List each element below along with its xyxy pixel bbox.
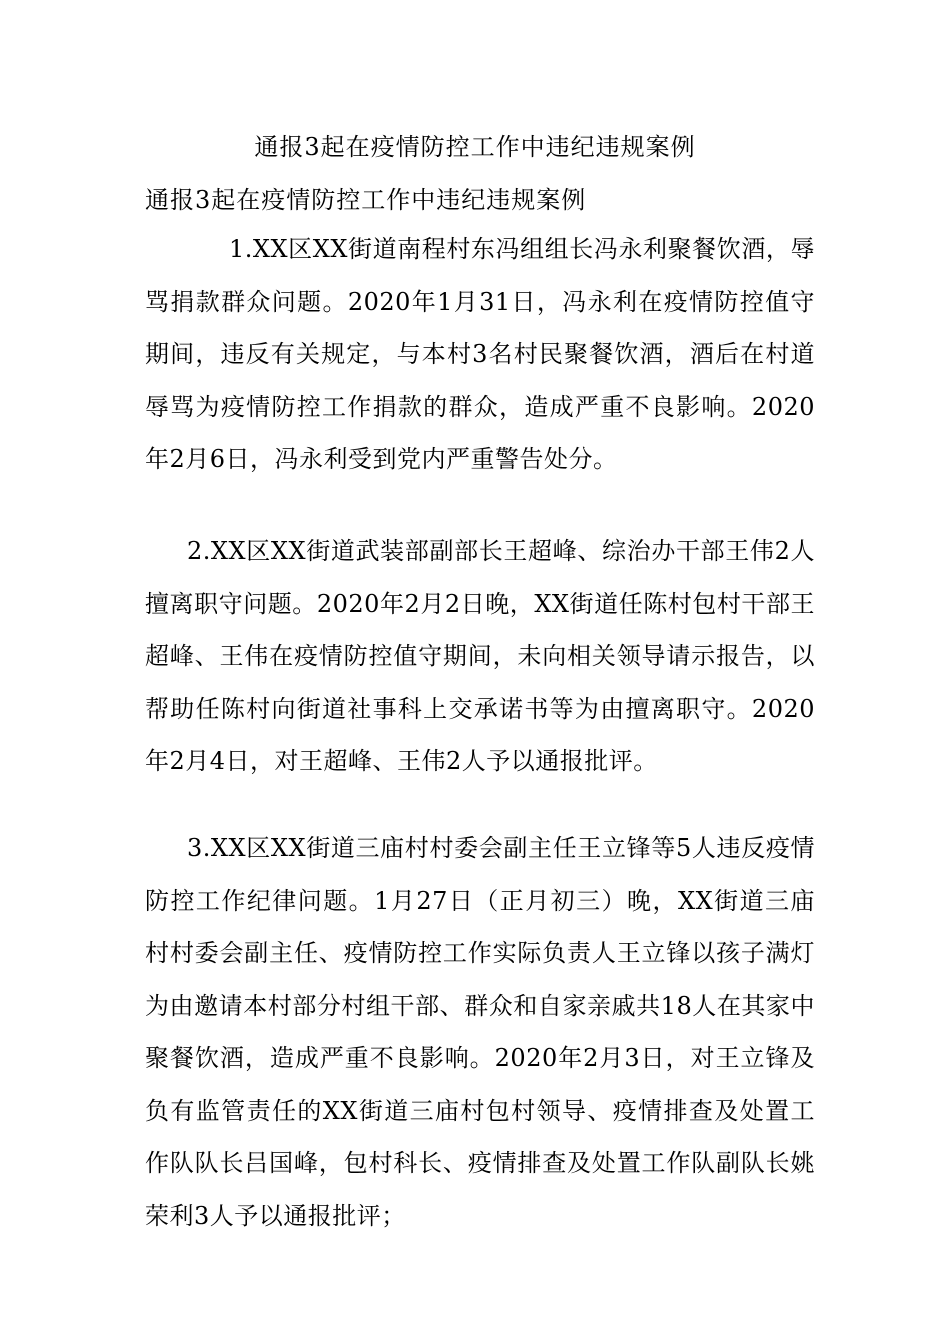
document-subtitle: 通报3起在疫情防控工作中违纪违规案例 — [145, 186, 587, 214]
document-title: 通报3起在疫情防控工作中违纪违规案例 — [254, 133, 696, 161]
case-paragraph-1: 1.XX区XX街道南程村东冯组组长冯永利聚餐饮酒，辱骂捐款群众问题。2020年1月31日，冯永利在疫情防控值守期间，违反有关规定，与本村3名村民聚餐饮酒，酒后在村道辱骂为疫情防控工作捐款的群众，造成严重不良影响。2020年2月6日，冯永利受到党内严重警告处分。 — [145, 235, 815, 473]
case-paragraph-3: 3.XX区XX街道三庙村村委会副主任王立锋等5人违反疫情防控工作纪律问题。1月27日（正月初三）晚，XX街道三庙村村委会副主任、疫情防控工作实际负责人王立锋以孩子满灯为由邀请本村部分村组干部、群众和自家亲戚共18人在其家中聚餐饮酒，造成严重不良影响。2020年2月3日，对王立锋及负有监管责任的XX街道三庙村包村领导、疫情排查及处置工作队队长吕国峰，包村科长、疫情排查及处置工作队副队长姚荣利3人予以通报批评； — [145, 834, 815, 1230]
case-paragraph-2: 2.XX区XX街道武装部副部长王超峰、综治办干部王伟2人擅离职守问题。2020年2月2日晚，XX街道任陈村包村干部王超峰、王伟在疫情防控值守期间，未向相关领导请示报告，以帮助任陈村向街道社事科上交承诺书等为由擅离职守。2020年2月4日，对王超峰、王伟2人予以通报批评。 — [145, 537, 815, 775]
